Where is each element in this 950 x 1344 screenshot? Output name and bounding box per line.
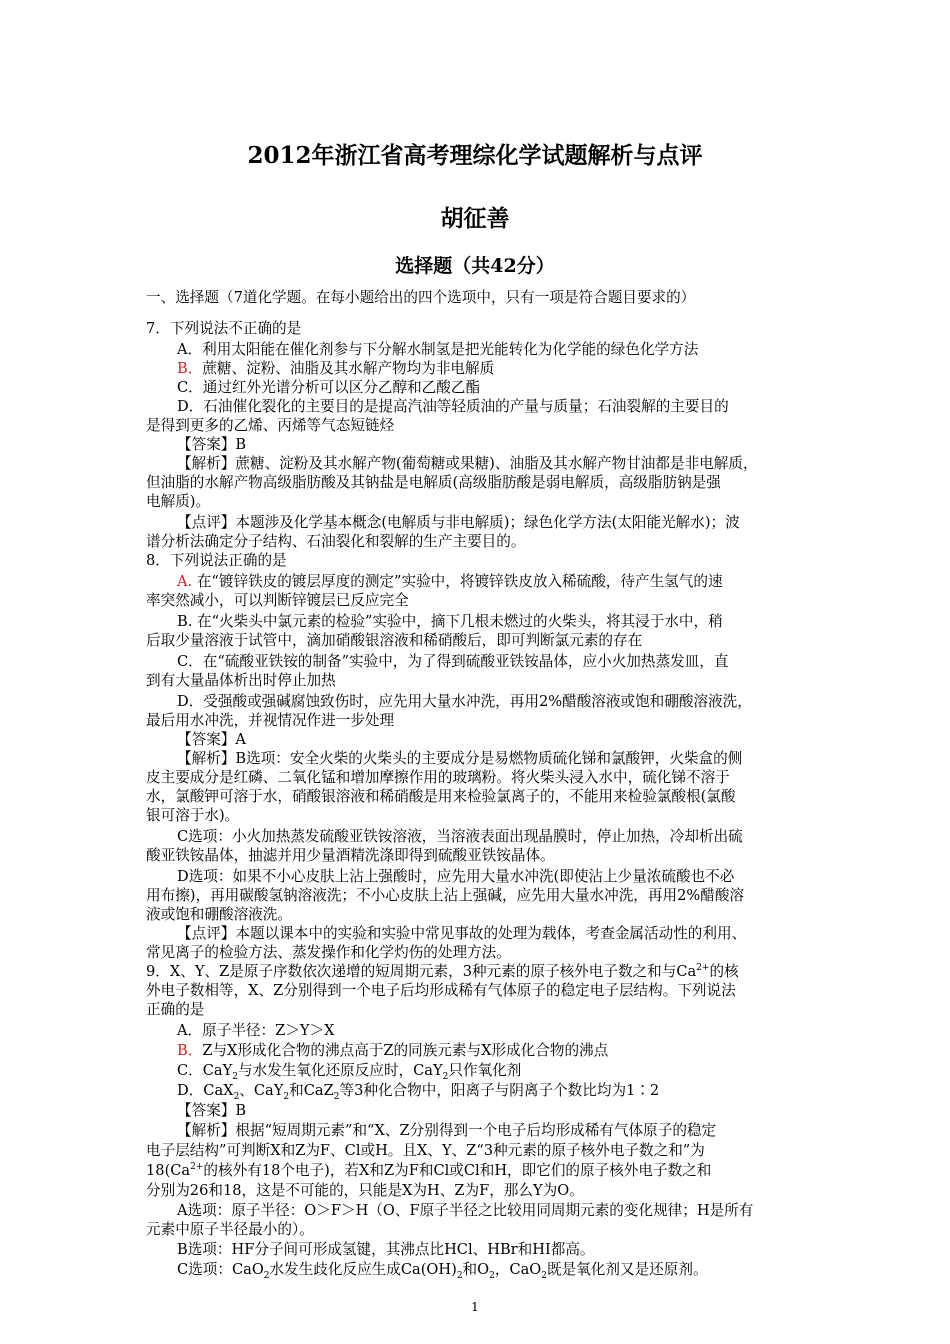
q9-stem-text: 9．X、Y、Z是原子序数依次递增的短周期元素，3种元素的原子核外电子数之和与Ca (146, 963, 697, 980)
q9-option-c (177, 1062, 521, 1080)
text-run: C选项：CaO (177, 1261, 264, 1278)
q9-option-b-letter: B． (177, 1042, 203, 1059)
q8-option-b-line2: 后取少量溶液于试管中，滴加硝酸银溶液和稀硝酸后，即可判断氯元素的存在 (146, 632, 643, 649)
subscript: 2 (333, 1091, 340, 1102)
text-run: 等3种化合物中，阳离子与阴离子个数比均为1∶2 (339, 1082, 660, 1099)
text-run: 水发生歧化反应生成Ca(OH) (269, 1261, 457, 1278)
q8-analysis-d-line2: 用布擦)，再用碳酸氢钠溶液洗；不小心皮肤上沾上强碱，应先用大量水冲洗，再用2%醋酸溶 (146, 887, 745, 904)
text-run: 与水发生氧化还原反应时，CaY (238, 1062, 443, 1079)
subscript: 2 (489, 1270, 495, 1281)
q8-option-a-line2: 率突然减小，可以判断锌镀层已反应完全 (146, 592, 409, 609)
q9-stem-line3: 正确的是 (146, 1001, 205, 1018)
charge-superscript: 2+ (696, 963, 710, 974)
q9-analysis-line1: 【解析】根据“短周期元素”和“X、Z分别得到一个电子后均形成稀有气体原子的稳定 (177, 1122, 717, 1139)
text-run: 既是氧化剂又是还原剂。 (547, 1261, 708, 1278)
subscript: 2 (263, 1270, 270, 1281)
subscript: 2 (442, 1071, 449, 1082)
q7-answer: 【答案】B (177, 436, 247, 453)
text-run: 和CaZ (289, 1082, 334, 1099)
q7-option-c: C．通过红外光谱分析可以区分乙醇和乙酸乙酯 (177, 379, 481, 396)
q7-stem: 7．下列说法不正确的是 (146, 320, 302, 337)
q9-option-d (177, 1082, 659, 1100)
q9-analysis-line3 (146, 1162, 711, 1180)
q7-comment-line2: 谱分析法确定分子结构、石油裂化和裂解的生产主要目的。 (146, 533, 526, 550)
text-run: D．CaX (177, 1082, 234, 1099)
q7-analysis-line3: 电解质)。 (146, 493, 211, 510)
text-run: C．CaY (177, 1062, 233, 1079)
text-run: 和O (462, 1261, 490, 1278)
q8-analysis-d-line3: 液或饱和硼酸溶液洗。 (146, 906, 292, 923)
section-title: 选择题（共42分） (395, 255, 555, 277)
q9-answer: 【答案】B (177, 1102, 247, 1119)
q8-analysis-c-line2: 酸亚铁铵晶体，抽滤并用少量酒精洗涤即得到硫酸亚铁铵晶体。 (146, 847, 555, 864)
subscript: 2 (233, 1091, 240, 1102)
q9-stem-line2: 外电子数相等，X、Z分别得到一个电子后均形成稀有气体原子的稳定电子层结构。下列说法 (146, 982, 736, 999)
q8-answer: 【答案】A (177, 731, 246, 748)
q8-analysis-b-line2: 皮主要成分是红磷、二氧化锰和增加摩擦作用的玻璃粉。将火柴头浸入水中，硫化锑不溶于 (146, 769, 730, 786)
q8-option-c-line2: 到有大量晶体析出时停止加热 (146, 672, 336, 689)
q8-analysis-b-line1: 【解析】B选项：安全火柴的火柴头的主要成分是易燃物质硫化锑和氯酸钾，火柴盒的侧 (177, 750, 743, 767)
q8-comment-line2: 常见离子的检验方法、蒸发操作和化学灼伤的处理方法。 (146, 944, 511, 961)
subscript: 2 (541, 1270, 548, 1281)
q9-analysis-c (177, 1261, 708, 1279)
q8-option-d-line1: D．受强酸或强碱腐蚀致伤时，应先用大量水冲洗，再用2%醋酸溶液或饱和硼酸溶液洗， (177, 693, 752, 710)
q8-option-d-line2: 最后用水冲洗，并视情况作进一步处理 (146, 712, 395, 729)
text-run: 、CaY (239, 1082, 284, 1099)
q7-comment-line1: 【点评】本题涉及化学基本概念(电解质与非电解质)；绿色化学方法(太阳能光解水)；波 (177, 514, 740, 531)
q8-analysis-d-line1: D选项：如果不小心皮肤上沾上强酸时，应先用大量水冲洗(即使沾上少量浓硫酸也不必 (177, 868, 735, 885)
q8-comment-line1: 【点评】本题以课本中的实验和实验中常见事故的处理为载体，考查金属活动性的利用、 (177, 925, 747, 942)
q8-option-a-line1 (177, 573, 723, 591)
q8-option-a-letter: A. (177, 573, 193, 590)
q9-analysis-a-line1: A选项：原子半径：O＞F＞H（O、F原子半径之比较用同周期元素的变化规律；H是所有 (177, 1202, 754, 1219)
q7-option-b-letter: B． (177, 360, 203, 377)
q9-option-a: A．原子半径：Z＞Y＞X (177, 1022, 335, 1039)
text-run: 的核外有18个电子)，若X和Z为F和Cl或Cl和H，即它们的原子核外电子数之和 (203, 1162, 712, 1179)
subscript: 2 (456, 1270, 463, 1281)
q9-stem-text-end: 的核 (709, 963, 739, 980)
author-name: 胡征善 (440, 205, 510, 232)
q7-option-d-line2: 是得到更多的乙烯、丙烯等气态短链烃 (146, 417, 395, 434)
q7-option-d-line1: D．石油催化裂化的主要目的是提高汽油等轻质油的产量与质量；石油裂解的主要目的 (177, 398, 729, 415)
q9-analysis-a-line2: 元素中原子半径最小的）。 (146, 1221, 314, 1238)
q8-option-c-line1: C．在“硫酸亚铁铵的制备”实验中，为了得到硫酸亚铁铵晶体，应小火加热蒸发皿，直 (177, 653, 729, 670)
q7-option-b-text: 蔗糖、淀粉、油脂及其水解产物均为非电解质 (202, 360, 495, 377)
q9-stem-line1 (146, 963, 739, 981)
section-intro: 一、选择题（7道化学题。在每小题给出的四个选项中，只有一项是符合题目要求的） (146, 289, 696, 306)
text-run: 18(Ca (146, 1162, 191, 1179)
q8-analysis-b-line3: 水，氯酸钾可溶于水，硝酸银溶液和稀硝酸是用来检验氯离子的，不能用来检验氯酸根(氯酸 (146, 788, 736, 805)
q7-analysis-line2: 但油脂的水解产物高级脂肪酸及其钠盐是电解质(高级脂肪酸是弱电解质，高级脂肪钠是强 (146, 474, 721, 491)
q9-option-b (177, 1042, 608, 1060)
subscript: 2 (283, 1091, 290, 1102)
text-run: ，CaO (494, 1261, 542, 1278)
q8-analysis-b-line4: 银可溶于水)。 (146, 807, 240, 824)
q9-analysis-b: B选项：HF分子间可形成氢键，其沸点比HCl、HBr和HI都高。 (177, 1241, 595, 1258)
page-title: 2012年浙江省高考理综化学试题解析与点评 (247, 142, 703, 169)
q7-analysis-line1: 【解析】蔗糖、淀粉及其水解产物(葡萄糖或果糖)、油脂及其水解产物甘油都是非电解质， (177, 455, 758, 472)
charge-superscript: 2+ (190, 1162, 204, 1173)
text-run: 只作氧化剂 (448, 1062, 522, 1079)
q8-stem: 8．下列说法正确的是 (146, 552, 287, 569)
q9-analysis-line2: 电子层结构”可判断X和Z为F、Cl或H。且X、Y、Z“3种元素的原子核外电子数之和”为 (146, 1142, 705, 1159)
q8-option-a-text: 在“镀锌铁皮的镀层厚度的测定”实验中，将镀锌铁皮放入稀硫酸，待产生氢气的速 (196, 573, 723, 590)
subscript: 2 (232, 1071, 238, 1082)
q7-option-b (177, 360, 494, 378)
q7-option-a: A．利用太阳能在催化剂参与下分解水制氢是把光能转化为化学能的绿色化学方法 (177, 341, 699, 358)
page-number: 1 (471, 1300, 479, 1314)
q8-analysis-c-line1: C选项：小火加热蒸发硫酸亚铁铵溶液，当溶液表面出现晶膜时，停止加热，冷却析出硫 (177, 828, 743, 845)
q8-option-b-line1: B. 在“火柴头中氯元素的检验”实验中，摘下几根未燃过的火柴头，将其浸于水中，稍 (177, 613, 723, 630)
q9-option-b-text: Z与X形成化合物的沸点高于Z的同族元素与X形成化合物的沸点 (202, 1042, 609, 1059)
q9-analysis-line4: 分别为26和18，这是不可能的，只能是X为H、Z为F，那么Y为O。 (146, 1182, 584, 1199)
